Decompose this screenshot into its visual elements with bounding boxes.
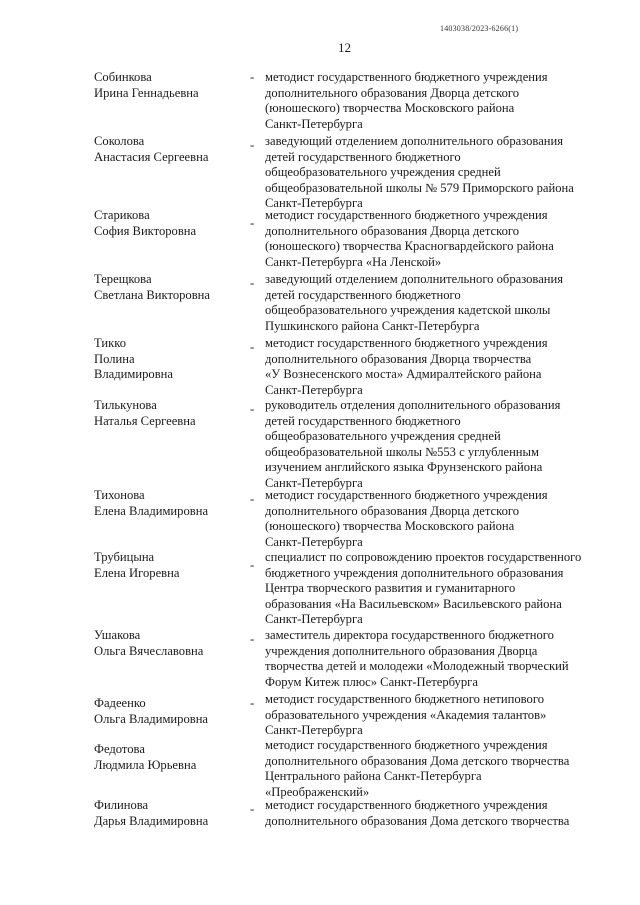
person-name-line: Ольга Владимировна bbox=[94, 711, 209, 726]
person-name bbox=[94, 272, 244, 303]
person-name-line: Собинкова bbox=[94, 70, 152, 84]
position-description-line: методист государственного бюджетного нетипового bbox=[265, 692, 544, 706]
person-name bbox=[94, 134, 244, 165]
person-name-line: Владимировна bbox=[94, 367, 173, 382]
person-name bbox=[94, 488, 244, 519]
person-name bbox=[94, 696, 244, 727]
person-name bbox=[94, 208, 244, 239]
position-description-line: Санкт-Петербурга bbox=[265, 475, 363, 490]
position-description bbox=[265, 550, 610, 628]
person-name-line: Ольга Вячеславовна bbox=[94, 643, 204, 658]
position-description-line: детей государственного бюджетного bbox=[265, 287, 461, 302]
person-name-line: Елена Игоревна bbox=[94, 565, 180, 580]
position-description bbox=[265, 272, 610, 334]
person-name-line: Терещкова bbox=[94, 272, 152, 286]
position-description bbox=[265, 692, 610, 739]
position-description-line: специалист по сопровождению проектов государственного bbox=[265, 550, 582, 564]
entry-dash: - bbox=[250, 138, 255, 152]
person-name-line: Фадеенко bbox=[94, 696, 146, 710]
person-name bbox=[94, 336, 244, 383]
entry-dash: - bbox=[250, 492, 255, 506]
position-description-line: Санкт-Петербурга bbox=[265, 612, 363, 627]
entry-dash: - bbox=[250, 216, 255, 230]
position-description-line: (юношеского) творчества Московского района bbox=[265, 101, 515, 116]
entry-dash: - bbox=[250, 558, 255, 572]
position-description-line: общеобразовательной школы №553 с углубленным bbox=[265, 444, 539, 459]
person-name-line: Анастасия Сергеевна bbox=[94, 149, 209, 164]
person-name-line: Ушакова bbox=[94, 628, 141, 642]
person-name-line: Тилькунова bbox=[94, 398, 157, 412]
position-description-line: дополнительного образования Дворца детского bbox=[265, 223, 520, 238]
person-name bbox=[94, 550, 244, 581]
position-description-line: образовательного учреждения «Академия талантов» bbox=[265, 707, 547, 722]
position-description bbox=[265, 798, 610, 829]
position-description-line: методист государственного бюджетного учреждения bbox=[265, 70, 548, 84]
position-description-line: методист государственного бюджетного учреждения bbox=[265, 488, 548, 502]
position-description-line: Санкт-Петербурга bbox=[265, 196, 363, 211]
position-description-line: Санкт-Петербурга bbox=[265, 723, 363, 738]
position-description-line: методист государственного бюджетного учреждения bbox=[265, 208, 548, 222]
page-number: 12 bbox=[338, 40, 351, 55]
person-name-line: Дарья Владимировна bbox=[94, 813, 209, 828]
position-description bbox=[265, 628, 610, 690]
position-description-line: Санкт-Петербурга «На Ленской» bbox=[265, 254, 442, 269]
position-description-line: методист государственного бюджетного учреждения bbox=[265, 738, 548, 752]
document-id: 1403038/2023-6266(1) bbox=[440, 24, 519, 33]
position-description-line: Центрального района Санкт-Петербурга bbox=[265, 769, 482, 784]
position-description bbox=[265, 70, 610, 132]
entry-dash: - bbox=[250, 402, 255, 416]
person-name-line: Наталья Сергеевна bbox=[94, 413, 196, 428]
position-description-line: дополнительного образования Дворца творчества bbox=[265, 351, 532, 366]
position-description-line: творчества детей и молодежи «Молодежный творческий bbox=[265, 659, 569, 674]
position-description bbox=[265, 488, 610, 550]
position-description bbox=[265, 208, 610, 270]
person-name bbox=[94, 70, 244, 101]
position-description-line: изучением английского языка Фрунзенского района bbox=[265, 460, 543, 475]
person-name-line: Ирина Геннадьевна bbox=[94, 85, 199, 100]
position-description-line: заведующий отделением дополнительного образования bbox=[265, 272, 564, 286]
position-description-line: учреждения дополнительного образования Дворца bbox=[265, 643, 538, 658]
position-description-line: общеобразовательного учреждения средней bbox=[265, 165, 501, 180]
entry-dash: - bbox=[250, 276, 255, 290]
position-description-line: «У Вознесенского моста» Адмиралтейского района bbox=[265, 367, 542, 382]
position-description bbox=[265, 336, 610, 398]
position-description-line: детей государственного бюджетного bbox=[265, 413, 461, 428]
person-name bbox=[94, 742, 244, 773]
position-description-line: методист государственного бюджетного учреждения bbox=[265, 336, 548, 350]
person-name bbox=[94, 798, 244, 829]
position-description-line: дополнительного образования Дома детского творчества bbox=[265, 813, 570, 828]
entry-dash: - bbox=[250, 70, 255, 84]
position-description-line: Пушкинского района Санкт-Петербурга bbox=[265, 318, 480, 333]
person-name-line: Елена Владимировна bbox=[94, 503, 209, 518]
position-description-line: общеобразовательного учреждения кадетской школы bbox=[265, 303, 551, 318]
position-description-line: заместитель директора государственного бюджетного bbox=[265, 628, 554, 642]
position-description-line: (юношеского) творчества Московского района bbox=[265, 519, 515, 534]
position-description-line: дополнительного образования Дома детского творчества bbox=[265, 753, 570, 768]
position-description-line: методист государственного бюджетного учреждения bbox=[265, 798, 548, 812]
position-description-line: Санкт-Петербурга bbox=[265, 534, 363, 549]
entry-dash: - bbox=[250, 632, 255, 646]
position-description-line: (юношеского) творчества Красногвардейского района bbox=[265, 239, 554, 254]
person-name bbox=[94, 628, 244, 659]
entry-dash: - bbox=[250, 696, 255, 710]
person-name-line: Трубицына bbox=[94, 550, 155, 564]
entry-dash: - bbox=[250, 340, 255, 354]
person-name-line: Тихонова bbox=[94, 488, 145, 502]
person-name-line: Тикко bbox=[94, 336, 127, 350]
person-name-line: София Викторовна bbox=[94, 223, 197, 238]
position-description-line: заведующий отделением дополнительного образования bbox=[265, 134, 564, 148]
person-name-line: Светлана Викторовна bbox=[94, 287, 210, 302]
position-description-line: детей государственного бюджетного bbox=[265, 149, 461, 164]
person-name-line: Филинова bbox=[94, 798, 149, 812]
position-description-line: образования «На Васильевском» Васильевского района bbox=[265, 596, 562, 611]
position-description bbox=[265, 738, 610, 800]
person-name-line: Людмила Юрьевна bbox=[94, 757, 197, 772]
position-description-line: общеобразовательной школы № 579 Приморского района bbox=[265, 180, 574, 195]
position-description-line: руководитель отделения дополнительного образования bbox=[265, 398, 561, 412]
position-description bbox=[265, 398, 610, 492]
person-name-line: Соколова bbox=[94, 134, 145, 148]
person-name-line: Старикова bbox=[94, 208, 150, 222]
position-description-line: дополнительного образования Дворца детского bbox=[265, 503, 520, 518]
position-description-line: Санкт-Петербурга bbox=[265, 382, 363, 397]
position-description bbox=[265, 134, 610, 212]
person-name-line: Федотова bbox=[94, 742, 145, 756]
person-name bbox=[94, 398, 244, 429]
position-description-line: «Преображенский» bbox=[265, 784, 370, 799]
position-description-line: Форум Китеж плюс» Санкт-Петербурга bbox=[265, 674, 478, 689]
position-description-line: бюджетного учреждения дополнительного образования bbox=[265, 565, 564, 580]
position-description-line: Санкт-Петербурга bbox=[265, 116, 363, 131]
position-description-line: Центра творческого развития и гуманитарного bbox=[265, 581, 516, 596]
entry-dash: - bbox=[250, 802, 255, 816]
position-description-line: дополнительного образования Дворца детского bbox=[265, 85, 520, 100]
position-description-line: общеобразовательного учреждения средней bbox=[265, 429, 501, 444]
person-name-line: Полина bbox=[94, 351, 135, 366]
